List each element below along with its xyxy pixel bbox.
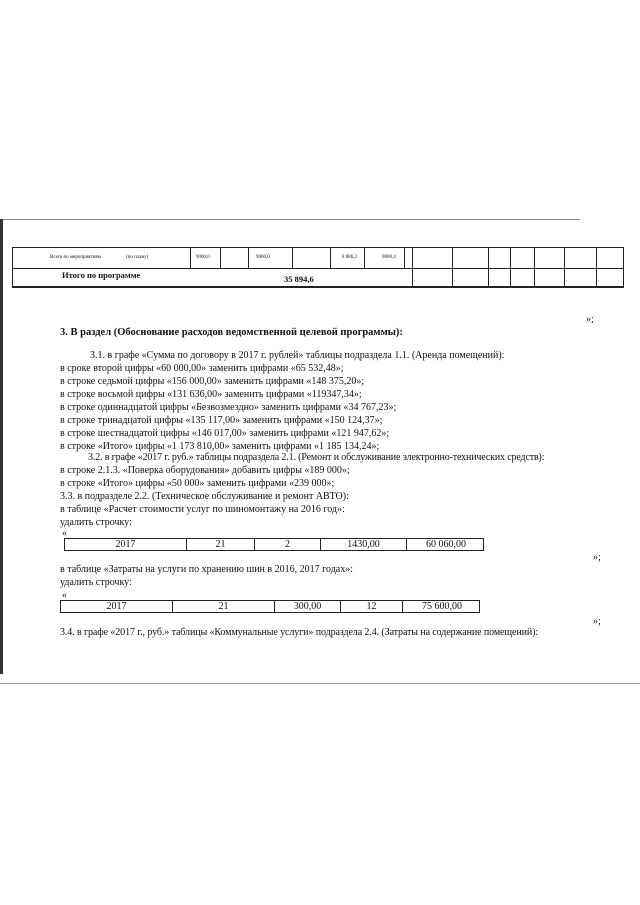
line-12: в таблице «Расчет стоимости услуг по шиномонтажу на 2016 год»:	[60, 504, 345, 515]
line-3: в строке восьмой цифры «131 636,00» заменить цифрами «119347,34»;	[60, 389, 362, 400]
end-mark-1: »;	[586, 314, 594, 325]
line-9: в строке 2.1.3. «Поверка оборудования» добавить цифры «189 000»;	[60, 465, 350, 476]
line-5: в строке тринадцатой цифры «135 117,00» заменить цифрами «150 124,37»;	[60, 415, 383, 426]
cell: 1430,00	[321, 539, 407, 550]
end-mark-2: »;	[593, 552, 601, 563]
section-title: 3. В раздел (Обоснование расходов ведомственной целевой программы):	[60, 327, 403, 338]
row1-v2: 9000,0	[256, 255, 270, 260]
cell: 21	[187, 539, 255, 550]
row1-v3: 8 886,2	[342, 255, 357, 260]
open-quote-a: «	[62, 528, 67, 539]
line-7: в строке «Итого» цифры «1 173 810,00» заменить цифрами «1 185 134,24»;	[60, 441, 380, 452]
row2-total: 35 894,6	[284, 274, 314, 284]
row2-label: Итого по программе	[62, 270, 141, 280]
line-8: 3.2. в графе «2017 г. руб.» таблицы подраздела 2.1. (Ремонт и обслуживание электронно-технических средств):	[88, 452, 545, 463]
line-13: удалить строчку:	[60, 517, 132, 528]
row1-v1: 9000,0	[196, 255, 210, 260]
budget-table	[12, 247, 624, 288]
line-b1: удалить строчку:	[60, 577, 132, 588]
cell: 21	[173, 601, 275, 612]
open-quote-b: «	[62, 590, 67, 601]
line-6: в строке шестнадцатой цифры «146 017,00» заменить цифрами «121 947,62»;	[60, 428, 390, 439]
cell: 2	[255, 539, 321, 550]
line-2: в строке седьмой цифры «156 000,00» заменить цифрами «148 375,20»;	[60, 376, 365, 387]
cell: 60 060,00	[426, 539, 466, 550]
last-line: 3.4. в графе «2017 г., руб.» таблицы «Коммунальные услуги» подраздела 2.4. (Затраты на содержание помещений):	[60, 627, 538, 638]
row1-v4: 9000,4	[382, 255, 396, 260]
line-10: в строке «Итого» цифры «50 000» заменить цифрами «239 000»;	[60, 478, 335, 489]
line-4: в строке одиннадцатой цифры «Безвозмездно» заменить цифрами «34 767,23»;	[60, 402, 397, 413]
scan-left-edge	[0, 219, 3, 674]
scan-top-line	[0, 219, 580, 220]
row1-label: Всего по мероприятиям	[50, 255, 101, 260]
line-11: 3.3. в подразделе 2.2. (Техническое обслуживание и ремонт АВТО):	[60, 491, 349, 502]
cell: 300,00	[275, 601, 341, 612]
end-mark-3: »;	[593, 616, 601, 627]
table-tire-storage	[60, 600, 480, 613]
cell: 75 600,00	[422, 601, 462, 612]
line-b0: в таблице «Затраты на услуги по хранению шин в 2016, 2017 годах»:	[60, 564, 353, 575]
scan-bottom-line	[0, 683, 640, 684]
cell: 12	[341, 601, 403, 612]
cell: 2017	[61, 601, 173, 612]
line-0: 3.1. в графе «Сумма по договору в 2017 г. рублей» таблицы подраздела 1.1. (Аренда помещений):	[90, 350, 505, 361]
line-1: в сроке второй цифры «60 000,00» заменить цифрами «65 532,48»;	[60, 363, 344, 374]
row1-sub: (по плану)	[126, 255, 149, 260]
table-tire-mounting	[64, 538, 484, 551]
cell: 2017	[65, 539, 187, 550]
